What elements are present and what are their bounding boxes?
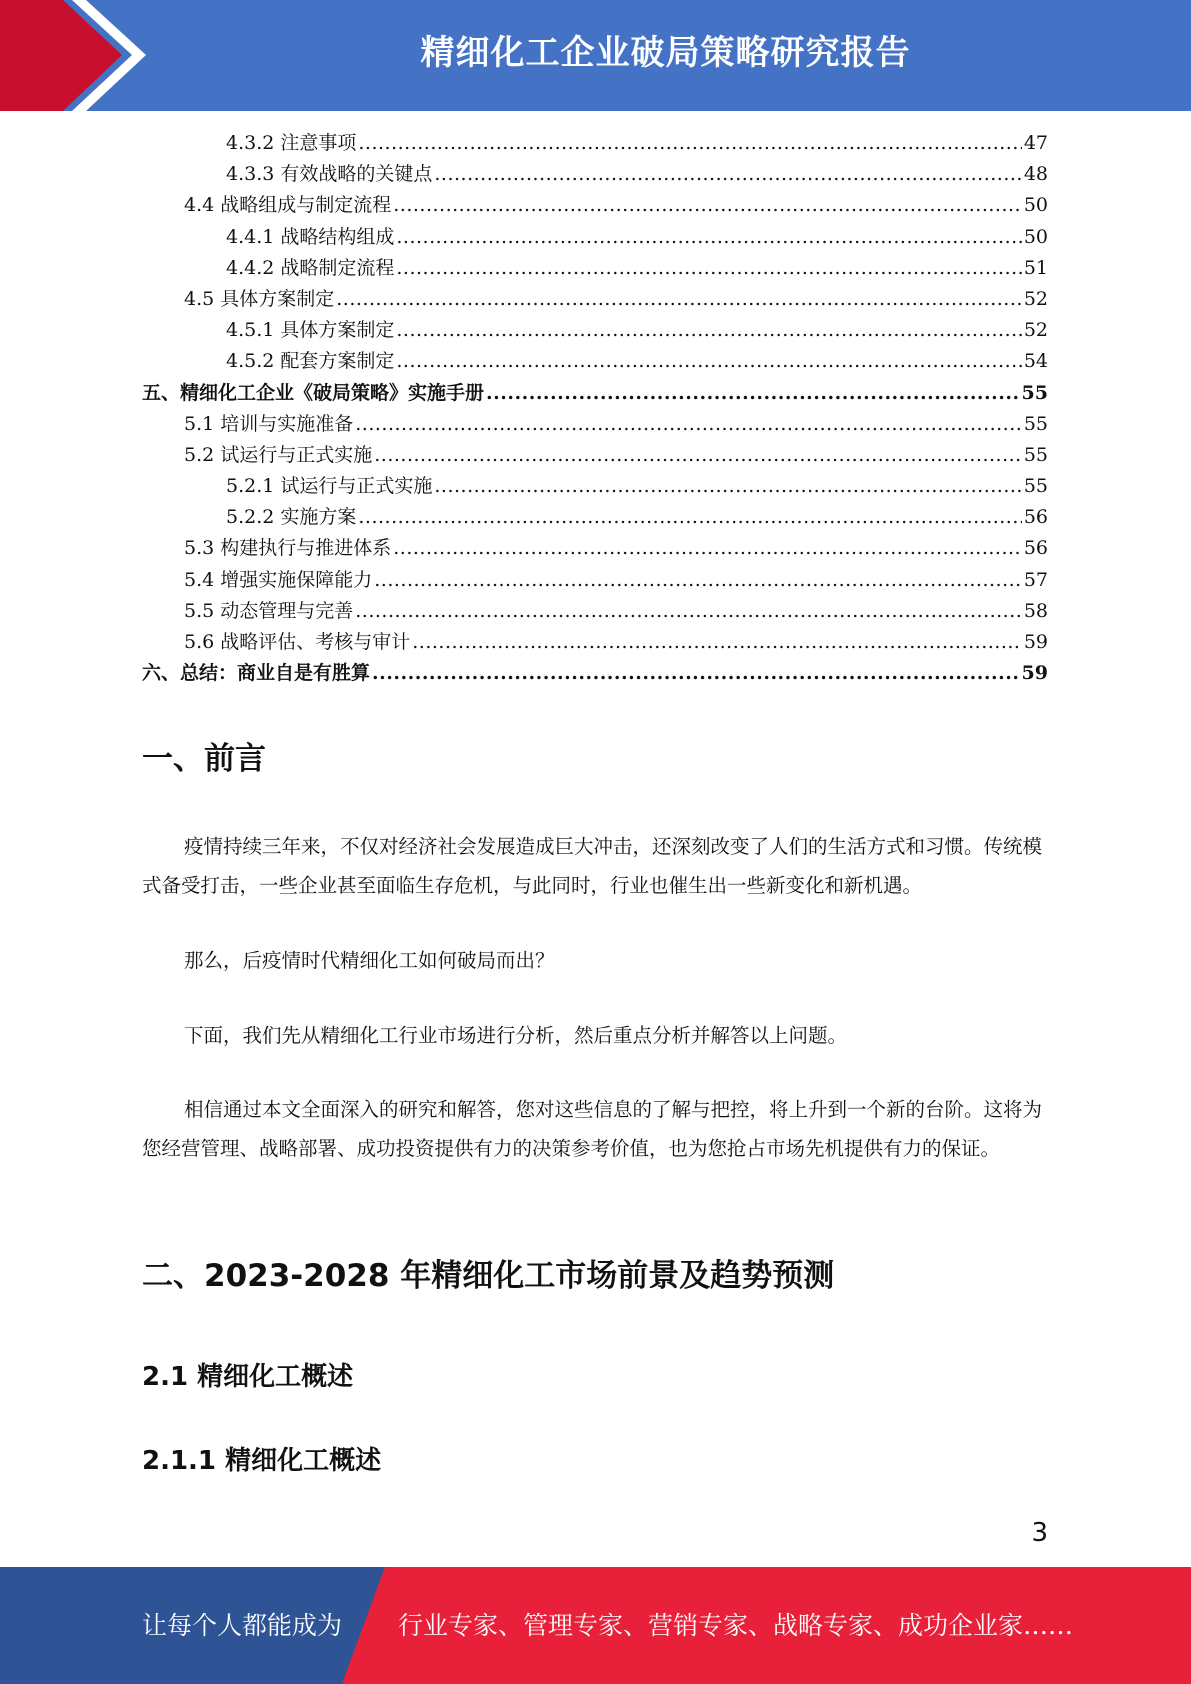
toc-dot-leader: [336, 288, 1022, 310]
toc-entry[interactable]: [142, 596, 1048, 627]
toc-entry-page: 59: [1023, 631, 1048, 653]
toc-entry[interactable]: [142, 346, 1048, 377]
toc-entry-page: 55: [1023, 412, 1048, 435]
toc-entry[interactable]: [142, 565, 1048, 596]
preface-paragraph: 下面，我们先从精细化工行业市场进行分析，然后重点分析并解答以上问题。: [184, 1024, 848, 1047]
toc-entry-page: 56: [1023, 537, 1048, 560]
toc-entry[interactable]: [142, 533, 1048, 564]
toc-dot-leader: [396, 257, 1021, 279]
toc-dot-leader: [393, 537, 1022, 559]
toc-entry-title: 5.5 动态管理与完善: [184, 599, 354, 622]
toc-entry[interactable]: [142, 190, 1048, 221]
toc-dot-leader: [374, 444, 1022, 466]
toc-entry-page: 52: [1023, 287, 1048, 310]
toc-entry-page: 51: [1023, 256, 1048, 279]
preface-paragraph: 疫情持续三年来，不仅对经济社会发展造成巨大冲击，还深刻改变了人们的生活方式和习惯。传统模式备受打击，一些企业甚至面临生存危机，与此同时，行业也催生出一些新变化和新机遇。: [142, 835, 1043, 897]
footer-slogan-left: 让每个人都能成为: [142, 1611, 343, 1640]
subsection-heading-2-1-1: 2.1.1 精细化工概述: [142, 1446, 382, 1476]
header-arrow-decoration: [0, 0, 160, 111]
toc-dot-leader: [393, 194, 1022, 216]
preface-paragraph: 相信通过本文全面深入的研究和解答，您对这些信息的了解与把控，将上升到一个新的台阶。这将为您经营管理、战略部署、成功投资提供有力的决策参考价值，也为您抢占市场先机提供有力的保证。: [142, 1098, 1043, 1160]
toc-entry-page: 48: [1023, 163, 1048, 186]
toc-entry-title: 5.2.1 试运行与正式实施: [226, 475, 433, 498]
toc-dot-leader: [355, 413, 1022, 435]
toc-entry[interactable]: [142, 471, 1048, 502]
toc-entry-page: 47: [1023, 132, 1048, 154]
toc-entry[interactable]: [142, 658, 1048, 689]
table-of-contents: [142, 128, 1048, 689]
toc-dot-leader: [355, 600, 1022, 622]
toc-entry-title: 4.4.2 战略制定流程: [226, 256, 395, 279]
report-title: 精细化工企业破局策略研究报告: [420, 33, 911, 73]
toc-entry[interactable]: [142, 502, 1048, 533]
toc-entry[interactable]: [142, 222, 1048, 253]
toc-entry-title: 五、精细化工企业《破局策略》实施手册: [142, 381, 485, 404]
toc-dot-leader: [396, 319, 1021, 341]
toc-entry-page: 57: [1023, 568, 1048, 591]
toc-entry-title: 4.3.2 注意事项: [226, 132, 357, 154]
section-heading-chapter-2: 二、2023-2028 年精细化工市场前景及趋势预测: [142, 1258, 835, 1294]
toc-dot-leader: [412, 631, 1022, 653]
toc-entry[interactable]: [142, 284, 1048, 315]
toc-entry-title: 4.5.1 具体方案制定: [226, 319, 395, 342]
toc-entry[interactable]: [142, 128, 1048, 159]
toc-entry[interactable]: [142, 378, 1048, 409]
toc-entry[interactable]: [142, 159, 1048, 190]
toc-dot-leader: [486, 382, 1020, 404]
page-number: 3: [1031, 1518, 1048, 1548]
footer-slogan-right: 行业专家、管理专家、营销专家、战略专家、成功企业家……: [398, 1611, 1074, 1640]
toc-dot-leader: [374, 569, 1022, 591]
toc-entry-title: 4.5.2 配套方案制定: [226, 350, 395, 373]
preface-paragraph: 那么，后疫情时代精细化工如何破局而出？: [184, 949, 555, 972]
toc-entry-page: 55: [1023, 443, 1048, 466]
toc-entry-page: 50: [1023, 194, 1048, 217]
section-heading-preface: 一、前言: [142, 741, 266, 777]
page-footer: [0, 1567, 1191, 1684]
toc-dot-leader: [358, 506, 1021, 528]
toc-dot-leader: [358, 132, 1021, 154]
toc-entry-page: 50: [1023, 225, 1048, 248]
toc-dot-leader: [396, 226, 1021, 248]
toc-entry-page: 54: [1023, 350, 1048, 373]
toc-entry[interactable]: [142, 253, 1048, 284]
toc-entry[interactable]: [142, 627, 1048, 658]
toc-entry-title: 4.3.3 有效战略的关键点: [226, 163, 433, 186]
toc-entry-page: 55: [1023, 475, 1048, 498]
toc-entry-page: 52: [1023, 319, 1048, 342]
toc-entry-page: 59: [1021, 662, 1048, 685]
toc-entry-title: 5.2.2 实施方案: [226, 506, 357, 529]
toc-entry[interactable]: [142, 409, 1048, 440]
toc-entry-title: 5.3 构建执行与推进体系: [184, 537, 392, 560]
toc-entry-page: 58: [1023, 599, 1048, 622]
page-header: [0, 0, 1191, 111]
toc-entry-page: 56: [1023, 506, 1048, 529]
toc-dot-leader: [396, 350, 1021, 372]
toc-entry-title: 5.6 战略评估、考核与审计: [184, 631, 411, 653]
toc-dot-leader: [434, 475, 1021, 497]
toc-entry-title: 4.4 战略组成与制定流程: [184, 194, 392, 217]
toc-entry[interactable]: [142, 440, 1048, 471]
subsection-heading-2-1: 2.1 精细化工概述: [142, 1362, 354, 1392]
toc-entry-title: 5.4 增强实施保障能力: [184, 568, 373, 591]
toc-dot-leader: [372, 662, 1020, 684]
toc-entry-title: 4.4.1 战略结构组成: [226, 225, 395, 248]
toc-entry[interactable]: [142, 315, 1048, 346]
toc-entry-page: 55: [1021, 381, 1048, 404]
toc-entry-title: 5.2 试运行与正式实施: [184, 443, 373, 466]
toc-entry-title: 5.1 培训与实施准备: [184, 412, 354, 435]
toc-entry-title: 六、总结：商业自是有胜算: [142, 662, 371, 685]
toc-dot-leader: [434, 163, 1021, 185]
toc-entry-title: 4.5 具体方案制定: [184, 287, 335, 310]
